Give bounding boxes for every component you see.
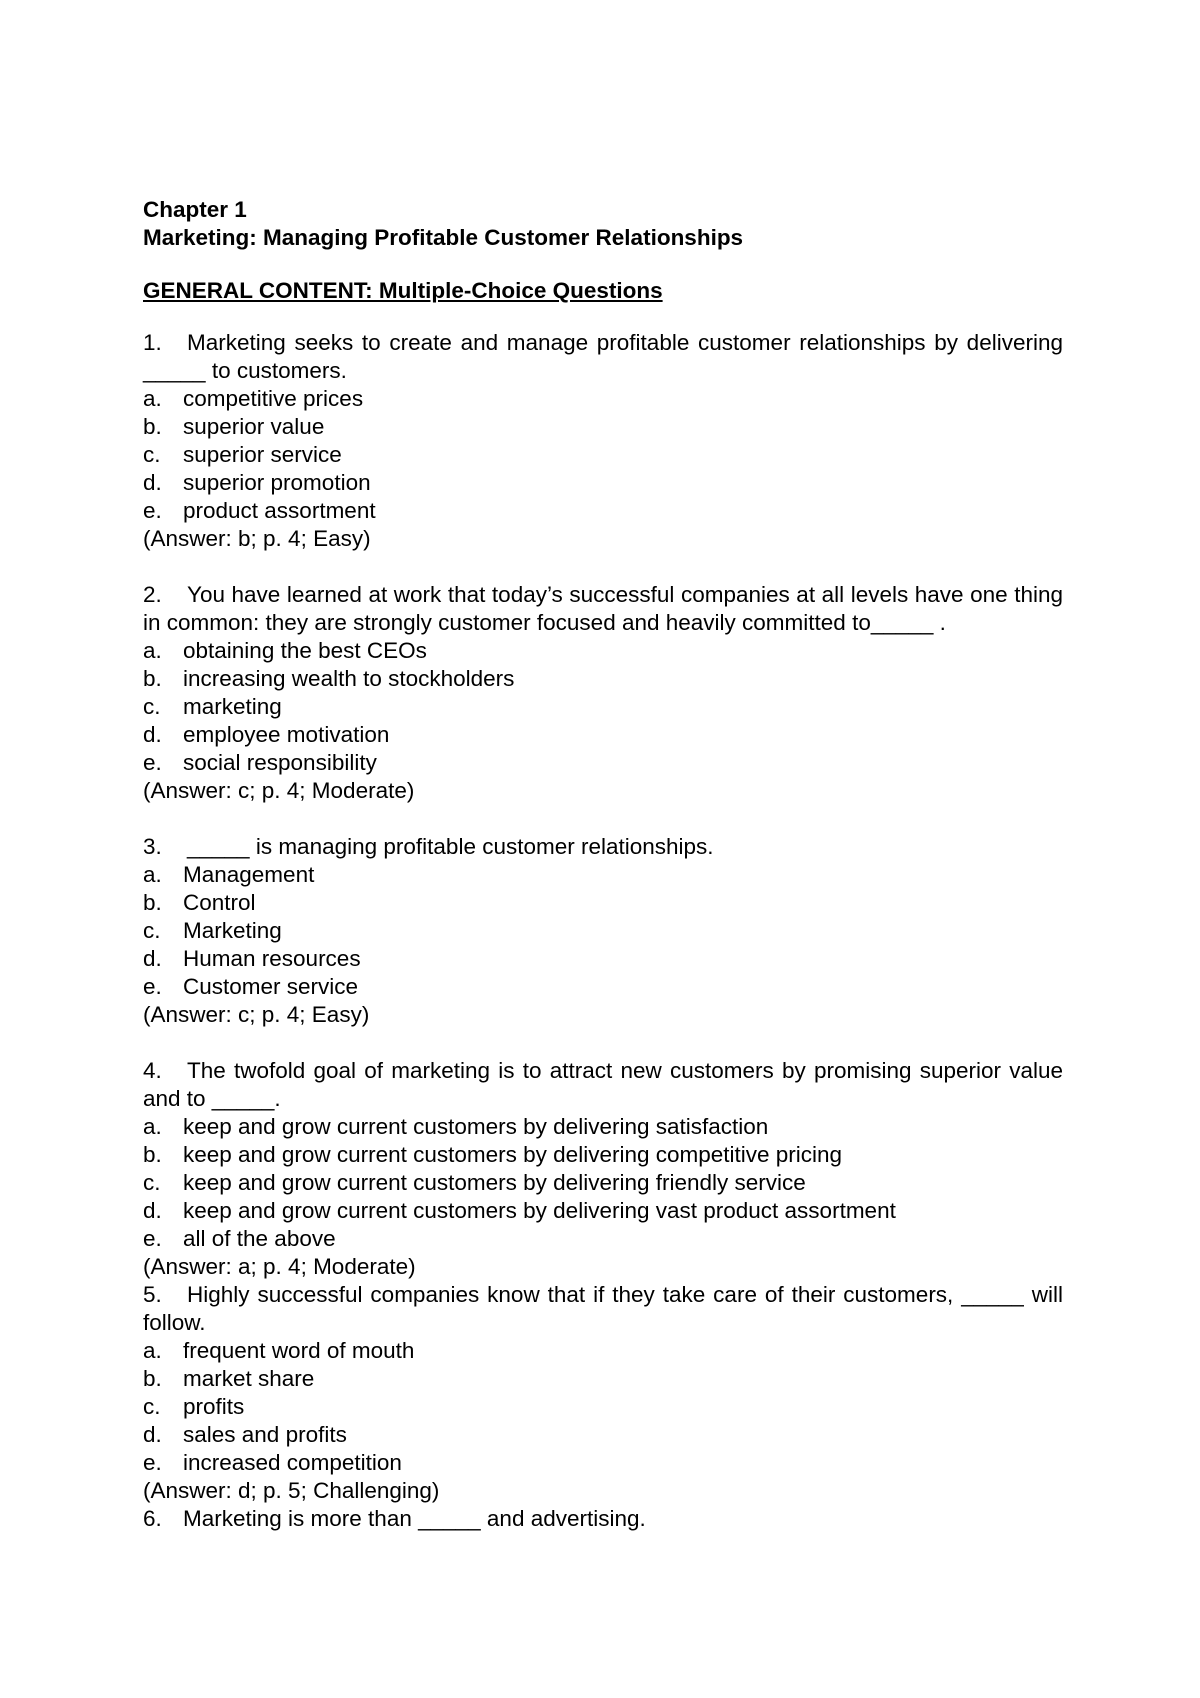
answer-option xyxy=(143,889,1063,917)
option-letter: c. xyxy=(143,694,161,719)
question-text: Highly successful companies know that if they take care of their customers, _____ will follow. xyxy=(143,1282,1063,1335)
answer-option xyxy=(143,1113,1063,1141)
option-text: social responsibility xyxy=(183,750,377,775)
option-text: sales and profits xyxy=(183,1422,347,1447)
option-letter: a. xyxy=(143,1114,162,1139)
answer-option xyxy=(143,665,1063,693)
answer-key: (Answer: b; p. 4; Easy) xyxy=(143,526,371,551)
option-letter: e. xyxy=(143,750,162,775)
option-text: keep and grow current customers by delivering friendly service xyxy=(183,1170,806,1195)
option-letter: c. xyxy=(143,1394,161,1419)
document-page xyxy=(143,196,1063,1533)
answer-option xyxy=(143,1169,1063,1197)
question-stem xyxy=(143,1057,1063,1113)
answer-option xyxy=(143,861,1063,889)
answer-option xyxy=(143,1337,1063,1365)
question-number: 5. xyxy=(143,1282,162,1307)
option-letter: e. xyxy=(143,974,162,999)
spacer xyxy=(143,1029,1063,1057)
question-number: 2. xyxy=(143,582,162,607)
option-text: Management xyxy=(183,862,315,887)
question-stem xyxy=(143,1505,1063,1533)
option-letter: a. xyxy=(143,862,162,887)
answer-option xyxy=(143,637,1063,665)
question-5 xyxy=(143,1281,1063,1505)
answer-option xyxy=(143,1449,1063,1477)
option-letter: d. xyxy=(143,1198,162,1223)
option-text: competitive prices xyxy=(183,386,364,411)
question-stem xyxy=(143,329,1063,385)
option-text: all of the above xyxy=(183,1226,336,1251)
option-letter: d. xyxy=(143,1422,162,1447)
option-letter: d. xyxy=(143,470,162,495)
answer-option xyxy=(143,693,1063,721)
question-stem xyxy=(143,1281,1063,1337)
option-letter: c. xyxy=(143,442,161,467)
option-letter: d. xyxy=(143,946,162,971)
option-letter: d. xyxy=(143,722,162,747)
answer-option xyxy=(143,749,1063,777)
option-text: product assortment xyxy=(183,498,376,523)
chapter-heading: Chapter 1 xyxy=(143,197,247,222)
answer-option xyxy=(143,1225,1063,1253)
answer-option xyxy=(143,385,1063,413)
answer-option xyxy=(143,1365,1063,1393)
question-stem xyxy=(143,581,1063,637)
option-letter: e. xyxy=(143,1450,162,1475)
option-text: Customer service xyxy=(183,974,359,999)
question-2 xyxy=(143,581,1063,805)
question-text: You have learned at work that today’s successful companies at all levels have one thing in common: they are strongly customer focused and heavily committed to_____ . xyxy=(143,582,1063,635)
option-letter: b. xyxy=(143,414,162,439)
answer-option xyxy=(143,497,1063,525)
answer-option xyxy=(143,1421,1063,1449)
question-number: 1. xyxy=(143,330,162,355)
chapter-title: Marketing: Managing Profitable Customer Relationships xyxy=(143,225,744,250)
question-4 xyxy=(143,1057,1063,1281)
answer-key: (Answer: c; p. 4; Moderate) xyxy=(143,778,415,803)
answer-option xyxy=(143,1197,1063,1225)
option-text: increasing wealth to stockholders xyxy=(183,666,515,691)
question-text: The twofold goal of marketing is to attract new customers by promising superior value and to _____. xyxy=(143,1058,1063,1111)
answer-key: (Answer: c; p. 4; Easy) xyxy=(143,1002,370,1027)
option-text: superior value xyxy=(183,414,325,439)
option-text: marketing xyxy=(183,694,282,719)
answer-option xyxy=(143,1141,1063,1169)
answer-option xyxy=(143,945,1063,973)
option-letter: a. xyxy=(143,1338,162,1363)
question-text: Marketing is more than _____ and advertising. xyxy=(183,1506,646,1531)
answer-option xyxy=(143,1393,1063,1421)
answer-option xyxy=(143,721,1063,749)
option-letter: c. xyxy=(143,918,161,943)
option-text: Marketing xyxy=(183,918,282,943)
option-letter: b. xyxy=(143,890,162,915)
option-letter: b. xyxy=(143,1142,162,1167)
option-text: profits xyxy=(183,1394,245,1419)
option-letter: e. xyxy=(143,1226,162,1251)
answer-key: (Answer: a; p. 4; Moderate) xyxy=(143,1254,416,1279)
answer-option xyxy=(143,469,1063,497)
option-letter: b. xyxy=(143,1366,162,1391)
option-text: employee motivation xyxy=(183,722,390,747)
question-stem xyxy=(143,833,1063,861)
answer-option xyxy=(143,441,1063,469)
question-text: _____ is managing profitable customer relationships. xyxy=(187,834,714,859)
question-number: 4. xyxy=(143,1058,162,1083)
question-3 xyxy=(143,833,1063,1029)
option-text: superior service xyxy=(183,442,342,467)
answer-key: (Answer: d; p. 5; Challenging) xyxy=(143,1478,440,1503)
option-letter: a. xyxy=(143,638,162,663)
answer-option xyxy=(143,973,1063,1001)
question-number: 3. xyxy=(143,834,162,859)
spacer xyxy=(143,553,1063,581)
question-6 xyxy=(143,1505,1063,1533)
option-text: Control xyxy=(183,890,256,915)
option-letter: b. xyxy=(143,666,162,691)
option-text: frequent word of mouth xyxy=(183,1338,415,1363)
option-letter: c. xyxy=(143,1170,161,1195)
option-text: keep and grow current customers by delivering competitive pricing xyxy=(183,1142,843,1167)
option-text: increased competition xyxy=(183,1450,402,1475)
option-letter: a. xyxy=(143,386,162,411)
spacer xyxy=(143,805,1063,833)
option-letter: e. xyxy=(143,498,162,523)
option-text: keep and grow current customers by delivering satisfaction xyxy=(183,1114,769,1139)
option-text: market share xyxy=(183,1366,315,1391)
question-number: 6. xyxy=(143,1506,162,1531)
answer-option xyxy=(143,413,1063,441)
option-text: superior promotion xyxy=(183,470,371,495)
question-1 xyxy=(143,329,1063,553)
question-text: Marketing seeks to create and manage profitable customer relationships by delivering _____ to customers. xyxy=(143,330,1063,383)
section-heading: GENERAL CONTENT: Multiple-Choice Questions xyxy=(143,278,663,303)
option-text: Human resources xyxy=(183,946,361,971)
option-text: keep and grow current customers by delivering vast product assortment xyxy=(183,1198,896,1223)
answer-option xyxy=(143,917,1063,945)
option-text: obtaining the best CEOs xyxy=(183,638,427,663)
